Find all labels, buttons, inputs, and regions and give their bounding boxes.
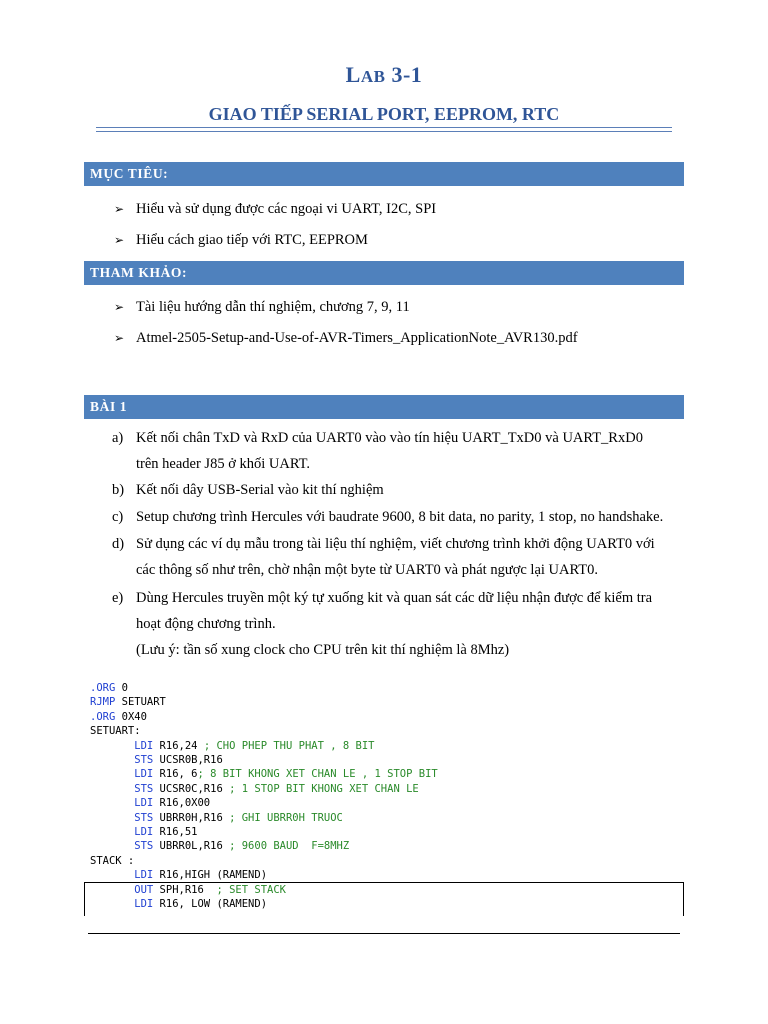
code-keyword: .ORG (90, 710, 116, 723)
reference-item (114, 298, 410, 316)
task-continuation: trên header J85 ở khối UART. (136, 456, 311, 472)
footer-rule (88, 933, 680, 934)
code-args: SETUART (115, 696, 166, 709)
code-keyword: OUT (134, 883, 154, 896)
reference-text: Atmel-2505-Setup-and-Use-of-AVR-Timers_ApplicationNote_AVR130.pdf (136, 330, 578, 346)
lab-subtitle: GIAO TIẾP SERIAL PORT, EEPROM, RTC (208, 104, 560, 124)
code-line (90, 783, 419, 795)
arrow-bullet-icon: ➢ (114, 233, 125, 247)
code-line (90, 711, 147, 723)
code-args: R16, LOW (RAMEND) (153, 898, 268, 911)
code-comment: ; CHO PHEP THU PHAT , 8 BIT (203, 739, 375, 752)
arrow-bullet-icon: ➢ (114, 331, 125, 345)
lab-title-initial: L (345, 62, 361, 87)
task-text: Dùng Hercules truyền một ký tự xuống kit và quan sát các dữ liệu nhận được để kiểm tra (136, 590, 653, 606)
reference-item (114, 329, 578, 347)
code-line (90, 797, 210, 809)
code-line (90, 826, 198, 838)
code-keyword: LDI (134, 768, 154, 781)
code-line (90, 884, 286, 896)
title-rule-bottom (96, 131, 672, 132)
code-keyword: LDI (134, 797, 154, 810)
task-label: d) (112, 536, 125, 552)
code-keyword: STS (134, 782, 154, 795)
code-line (90, 869, 267, 881)
code-args: R16,24 (153, 739, 204, 752)
lab-title-smallcaps: AB (360, 67, 386, 86)
code-line (90, 696, 166, 708)
objective-item (114, 231, 368, 249)
code-args: 0X40 (115, 710, 147, 723)
code-args: UCSR0C,R16 (153, 782, 230, 795)
code-args: SETUART: (90, 725, 141, 738)
code-keyword: STS (134, 754, 154, 767)
task-note: (Lưu ý: tần số xung clock cho CPU trên kit thí nghiệm là 8Mhz) (136, 642, 510, 658)
code-line (90, 768, 438, 780)
code-comment: ; GHI UBRR0H TRUOC (229, 811, 343, 824)
code-args: SPH,R16 (153, 883, 217, 896)
code-args: R16,HIGH (RAMEND) (153, 869, 268, 882)
code-line (90, 840, 349, 852)
objectives-heading: MỤC TIÊU: (84, 162, 684, 186)
code-keyword: LDI (134, 826, 154, 839)
code-line (90, 855, 134, 867)
task-item (112, 535, 655, 553)
task-label: b) (112, 482, 125, 498)
references-heading: THAM KHẢO: (84, 261, 684, 285)
task-continuation: các thông số như trên, chờ nhận một byte từ UART0 và phát ngược lại UART0. (136, 562, 599, 578)
task-item (112, 589, 652, 607)
code-keyword: RJMP (90, 696, 116, 709)
exercise-heading: BÀI 1 (84, 395, 684, 419)
title-rule-top (96, 127, 672, 128)
code-comment: ; 9600 BAUD F=8MHZ (229, 840, 350, 853)
code-args: R16,51 (153, 826, 198, 839)
code-args: R16,0X00 (153, 797, 211, 810)
code-args: UCSR0B,R16 (153, 754, 223, 767)
code-keyword: STS (134, 840, 154, 853)
code-args: STACK : (90, 854, 135, 867)
task-text: Sử dụng các ví dụ mẫu trong tài liệu thí nghiệm, viết chương trình khởi động UART0 với (136, 536, 655, 552)
code-args: UBRR0H,R16 (153, 811, 230, 824)
assembly-code-listing (90, 681, 438, 912)
task-text: Kết nối chân TxD và RxD của UART0 vào vào tín hiệu UART_TxD0 và UART_RxD0 (136, 430, 643, 446)
code-comment: ; 8 BIT KHONG XET CHAN LE , 1 STOP BIT (197, 768, 438, 781)
lab-title (0, 62, 768, 88)
objective-text: Hiểu cách giao tiếp với RTC, EEPROM (136, 232, 368, 248)
code-line (90, 812, 343, 824)
code-line (90, 754, 223, 766)
code-line (90, 898, 267, 910)
task-text: Kết nối dây USB-Serial vào kit thí nghiệm (136, 482, 384, 498)
arrow-bullet-icon: ➢ (114, 202, 125, 216)
code-comment: ; SET STACK (216, 883, 286, 896)
code-line (90, 682, 128, 694)
task-label: e) (112, 590, 124, 606)
code-keyword: LDI (134, 898, 154, 911)
task-label: c) (112, 509, 124, 525)
code-keyword: LDI (134, 869, 154, 882)
task-item (112, 481, 384, 499)
code-args: UBRR0L,R16 (153, 840, 230, 853)
task-item (112, 429, 643, 447)
objective-text: Hiểu và sử dụng được các ngoại vi UART, I2C, SPI (136, 201, 437, 217)
code-keyword: .ORG (90, 682, 116, 694)
code-args: R16, 6 (153, 768, 198, 781)
task-text: Setup chương trình Hercules với baudrate 9600, 8 bit data, no parity, 1 stop, no handshake. (136, 509, 664, 525)
objective-item (114, 200, 436, 218)
code-keyword: LDI (134, 739, 154, 752)
code-line (90, 725, 141, 737)
code-line (90, 740, 375, 752)
task-label: a) (112, 430, 124, 446)
code-comment: ; 1 STOP BIT KHONG XET CHAN LE (229, 782, 419, 795)
reference-text: Tài liệu hướng dẫn thí nghiệm, chương 7, 9, 11 (136, 299, 410, 315)
task-item (112, 508, 663, 526)
code-args: 0 (115, 682, 128, 694)
task-continuation: hoạt động chương trình. (136, 616, 276, 632)
code-keyword: STS (134, 811, 154, 824)
lab-title-number: 3-1 (385, 62, 423, 87)
arrow-bullet-icon: ➢ (114, 300, 125, 314)
